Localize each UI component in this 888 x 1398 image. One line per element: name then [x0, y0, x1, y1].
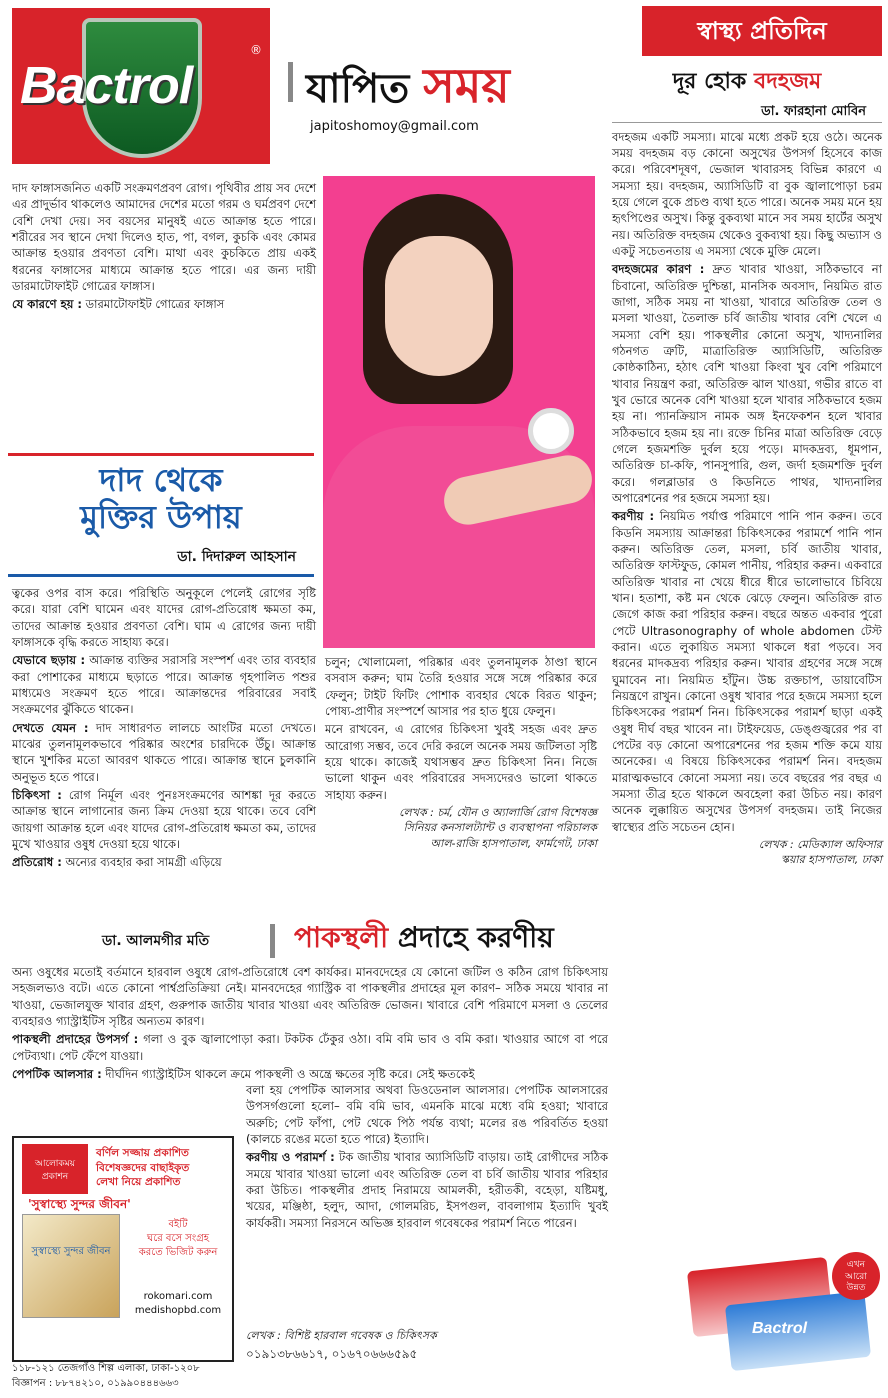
prevent-lead: প্রতিরোধ :: [12, 855, 62, 870]
article1-p1: ত্বকের ওপর বাস করে। পরিস্থিতি অনুকূলে পেলেই রোগের সৃষ্টি করে। যারা বেশি ঘামেন এবং যাদের রোগ-প্রতিরোধ ক্ষমতা কম, তাদের আক্রান্ত হওয়ার প্রবণতা বেশি। ঘাম এ রোগের জন্য দায়ী ফাঙ্গাসকে বৃদ্ধি করতে সাহায্য করে।: [12, 586, 316, 649]
masthead-title-b: সময়: [423, 58, 510, 114]
article2-todo: [246, 1149, 608, 1231]
badge-line3: উন্নত: [846, 1283, 866, 1294]
publisher-logo: আলোকময় প্রকাশন: [22, 1144, 88, 1194]
article2-title: [294, 918, 554, 958]
look-lead: দেখতে যেমন :: [12, 720, 89, 735]
ulcer-lead: পেপটিক আলসার :: [12, 1066, 102, 1081]
book-ad-r3: করতে ভিজিট করুন: [138, 1247, 218, 1258]
book-ad-line3: লেখা নিয়ে প্রকাশিত: [96, 1176, 181, 1189]
right-credit2: স্কয়ার হাসপাতাল, ঢাকা: [781, 853, 882, 867]
masthead-divider: [288, 62, 293, 102]
masthead: [288, 52, 598, 142]
sym-lead: পাকস্থলী প্রদাহের উপসর্গ :: [12, 1032, 139, 1047]
right-credit1: লেখক : মেডিক্যাল অফিসার: [758, 837, 882, 851]
article1-title-line1: দাদ থেকে: [99, 461, 223, 499]
photo-face: [385, 236, 493, 376]
article-photo: [323, 176, 595, 648]
improved-badge: [832, 1252, 880, 1300]
article1-col2: [325, 654, 597, 851]
article2-divider: [270, 924, 275, 958]
masthead-title-a: যাপিত: [306, 66, 424, 112]
right-p3-lead: করণীয় :: [612, 509, 655, 524]
section-banner: স্বাস্থ্য প্রতিদিন: [642, 6, 882, 56]
article1-author: ডা. দিদারুল আহসান: [177, 549, 296, 565]
product-ad: [690, 1252, 882, 1372]
article1-title-line2: মুক্তির উপায়: [80, 497, 242, 536]
right-p2-lead: বদহজমের কারণ :: [612, 262, 705, 277]
article1-credit2: সিনিয়র কনসালট্যান্ট ও ব্যবস্থাপনা পরিচালক: [403, 821, 597, 835]
article1-body: [12, 585, 316, 873]
cause-lead: যে কারণে হয় :: [12, 297, 82, 312]
right-column: [612, 6, 882, 868]
article1-col2-p1: চলুন; খোলামেলা, পরিষ্কার এবং তুলনামূলক ঠাণ্ডা স্থানে বসবাস করুন; ঘাম তৈরি হওয়ার সঙ্গে সঙ্গে পরিষ্কার করে ফেলুন; টাইট ফিটিং পোশাক ব্যবহার থেকে বিরত থাকুন; পোষ্য-প্রাণীর সংস্পর্শে আসার পর হাত ধুয়ে ফেলুন।: [325, 655, 597, 718]
right-p3-text: নিয়মিত পর্যাপ্ত পরিমাণে পানি পান করুন। তবে কিডনি সমস্যায় আক্রান্তরা চিকিৎসকের পরামর্শে পানি পান করুন। অতিরিক্ত তেল, মসলা, চর্বি জাতীয় খাবার, অতিরিক্ত ফাস্টফুড, কোমল পানীয়, পরিহার করুন। একবারে অতিরিক্ত খাবার না খেয়ে ধীরে ধীরে ভালোভাবে চিবিয়ে খান। হতাশা, কষ্ট মন থেকে ঝেড়ে ফেলুন। অতিরিক্ত রাত জেগে কাজ করা পরিহার করুন। বছরে অন্তত একবার পুরো পেটে Ultrasonography of whole abdomen টেস্ট করান। এতে লুকায়িত সমস্যা থাকলে ধরা পড়বে। সব ধরনের মাদকদ্রব্য পরিহার করুন। খাবার গ্রহণের সঙ্গে সঙ্গে ঘুমাবেন না। নিয়মিত হাঁটুন। উচ্চ রক্তচাপ, ডায়াবেটিস নিয়ন্ত্রণে রাখুন। কোনো ওষুধ খাবার পরে হজমে সমস্যা হলে চিকিৎসকের পরামর্শ নিন। চিকিৎসকের পরামর্শ ছাড়া একই ওষুধ দীর্ঘ বছর খাবেন না। টাইফয়েড, ডেঙ্গুজ্বরের পর বা পেটের বড় কোনো অপারেশনের পর হজম শক্তি কমে যায় অনেকের। এ বিষয়ে চিকিৎসকের পরামর্শ নিন। বদহজম মারাত্মকভাবে কোনো সমস্যা নয়। তবে বছরের পর বছর এ সমস্যা তীব্র হতে থাকলে অবহেলা করা উচিত নয়। কারণ অনেক লুক্কায়িত অসুখের উপসর্গ বদহজম। তাই নিজের স্বাস্থ্যের প্রতি সচেতন হোন।: [612, 509, 882, 834]
article2-sym: [12, 1031, 608, 1064]
article1-credit3: আল-রাজি হাসপাতাল, ফার্মগেট, ঢাকা: [430, 836, 597, 850]
ulcer-text-a: দীর্ঘদিন গ্যাস্ট্রাইটিস থাকলে ক্রমে পাকস্থলী ও অন্ত্রে ক্ষতের সৃষ্টি করে। সেই ক্ষতকেই: [101, 1066, 475, 1081]
article1-credit: [325, 805, 597, 851]
masthead-title: [306, 52, 510, 120]
book-ad: [12, 1136, 234, 1362]
ulcer-text-b: বলা হয় পেপটিক আলসার অথবা ডিওডেনাল আলসার। পেপটিক আলসারের উপসর্গগুলো হলো– বমি বমি ভাব, এমনকি মাঝে মধ্যে বমি হওয়া; খাবারে অরুচি; পেট ফাঁপা, পেট থেকে পিঠ পর্যন্ত ব্যথা; মলের রঙ পরিবর্তিত হওয়া (কালচে রঙের মতো হতে পারে) ইত্যাদি।: [246, 1083, 608, 1146]
article1-title: [8, 462, 314, 536]
sym-text: গলা ও বুক জ্বালাপোড়া করা। টকটক ঢেঁকুর ওঠা। বমি বমি ভাব ও বমি করা। খাওয়ার আগে বা পরে পেটব্যথা। পেট ফেঁপে যাওয়া।: [12, 1032, 608, 1063]
article1-cause: [12, 296, 316, 312]
article1-col2-p2: মনে রাখবেন, এ রোগের চিকিৎসা খুবই সহজ এবং দ্রুত আরোগ্য সম্ভব, তবে দেরি করলে অনেক সময় জটিলতা সৃষ্টি হয়ে থাকে। কাজেই যথাসম্ভব দ্রুত চিকিৎসা নিন। নিজে ভালো থাকুন এবং পরিবারের সদস্যদেরও ভালো থাকতে সাহায্য করুন।: [325, 722, 597, 802]
watch-icon: [528, 408, 574, 454]
article1-prevent: [12, 854, 316, 870]
book-title: 'সুস্বাস্থ্যে সুন্দর জীবন': [28, 1197, 131, 1211]
right-p2-text: দ্রুত খাবার খাওয়া, সঠিকভাবে না চিবানো, অতিরিক্ত দুশ্চিন্তা, মানসিক অবসাদ, নিয়মিত রাত জাগা, সঠিক সময় না খাওয়া, খাবারে অতিরিক্ত তেল ও মসলা খাওয়া, তৈলাক্ত চর্বি জাতীয় খাবার বেশি খেলে এ সমস্যা বেশি হয়। পাকস্থলীর কোনো অসুখ, খাদ্যনালির গঠনগত ত্রুটি, মাত্রাতিরিক্ত অ্যাসিডিটি, অতিরিক্ত কোষ্ঠকাঠিন্য, হঠাৎ বেশি খাওয়া কিংবা খুব বেশি পরিমাণে খাবার নিয়ন্ত্রণ করা, অতিরিক্ত ঝাল খাওয়া, গভীর রাতে বা খুব ভোরে অনেক বেশি খাওয়া হলে খাবার সঠিকভাবে হজম হয় না। প্যানক্রিয়াস নামক অঙ্গ ইনফেকশন হলে খাবার সঠিকভাবে হজম হয় না। রক্তে চিনির মাত্রা অতিরিক্ত বেড়ে গেলে হজমশক্তি দুর্বল হয়ে পড়ে। মাদকদ্রব্য, ধূমপান, অতিরিক্ত চা-কফি, পানসুপারি, গুল, জর্দা হজমশক্তি দুর্বল করে। গলব্লাডার ও কিডনিতে পাথর, খাদ্যনালির অপারেশনের পর হজমে সমস্যা হয়।: [612, 262, 882, 505]
pack-brand: Bactrol: [752, 1320, 808, 1337]
right-title-b: বদহজম: [753, 69, 822, 95]
right-p1: বদহজম একটি সমস্যা। মাঝে মধ্যে প্রকট হয়ে ওঠে। অনেক সময় বদহজম বড় কোনো অসুখের উপসর্গ হিসেবে কাজ করে। পরিবেশদূষণ, ভেজাল খাবারসহ বিভিন্ন কারণে এ সমস্যা হয়। বদহজম, অ্যাসিডিটি বা বুক জ্বালাপোড়া চরম হয়ে গেলে বুকে প্রচণ্ড ব্যথা হতে পারে। অনেক সময় মনে হয় হৃৎপিণ্ডের অসুখ। কিন্তু বুকব্যথা মানে সব সময় হার্টের অসুখ নয়। অতিরিক্ত বদহজম থেকেও বুকব্যথা হয়। কিছু অভ্যাস ও একটু সচেতনতায় এ সমস্যা থেকে মুক্তি মেলে।: [612, 129, 882, 259]
article2-title-a: পাকস্থলী: [294, 921, 398, 954]
right-p3: [612, 508, 882, 835]
todo-lead: করণীয় ও পরামর্শ :: [246, 1150, 335, 1165]
look-text: দাদ সাধারণত লালচে আংটির মতো দেখতে। মাঝের তুলনামূলকভাবে পরিষ্কার অংশের চারদিকে উঁচু। আক্রান্ত স্থানে খুশকির মতো আবরণ থাকতে পারে। আক্রান্ত স্থানে চুলকানি অনুভূত হতে পারে।: [12, 720, 316, 784]
masthead-email: japitoshomoy@gmail.com: [310, 119, 479, 134]
cause-text: ডারমাটোফাইট গোত্রের ফাঙ্গাস: [82, 297, 225, 312]
article1-spread: [12, 652, 316, 717]
article2-p1: অন্য ওষুধের মতোই বর্তমানে হারবাল ওষুধে রোগ-প্রতিরোধে বেশ কার্যকর। মানবদেহের যে কোনো জটিল ও কঠিন রোগ চিকিৎসায় সহজলভ্যও বটে। এতে কোনো পার্শ্বপ্রতিক্রিয়া নেই। মানবদেহের গ্যাস্ট্রিক বা পাকস্থলীর প্রদাহের মূল কারণ– সঠিক সময়ে খাবার না খাওয়া, ভেজালযুক্ত খাবার গ্রহণ, গুরুপাক জাতীয় খাবার খাওয়া এবং অতিরিক্ত ভোজন। খাবারে বেশি পরিমাণে মসলা ও তেলের ব্যবহারও গ্যাস্ট্রাইটিস সৃষ্টির অন্যতম কারণ।: [12, 965, 608, 1028]
article2-credit: লেখক : বিশিষ্ট হারবাল গবেষক ও চিকিৎসক: [246, 1329, 437, 1342]
todo-text: টক জাতীয় খাবার অ্যাসিডিটি বাড়ায়। তাই রোগীদের সঠিক সময়ে খাবার খাওয়া ভালো এবং অতিরিক্ত তেল বা চর্বি জাতীয় খাবার পরিহার করা উচিত। পাকস্থলীর প্রদাহ নিরাময়ে আমলকী, হরীতকী, বহেড়া, যষ্টিমধু, খয়ের, মঞ্জিষ্ঠা, হলুদ, আদা, গোলমরিচ, ইসপগুল, বাবলাগাম ইত্যাদি খুবই কার্যকরী। সমস্যা নিরসনে অভিজ্ঞ হারবাল গবেষকের পরামর্শ নিতে পারেন।: [246, 1150, 608, 1230]
book-cover: [22, 1214, 120, 1318]
prevent-text: অন্যের ব্যবহার করা সামগ্রী এড়িয়ে: [61, 855, 222, 870]
article1-credit1: লেখক : চর্ম, যৌন ও অ্যালার্জি রোগ বিশেষজ্ঞ: [399, 805, 597, 819]
book-ad-line1: বর্ণিল সজ্জায় প্রকাশিত: [96, 1147, 189, 1159]
book-ad-address: ১১৮-১২১ তেজগাঁও শিল্প এলাকা, ঢাকা-১২০৮: [12, 1363, 200, 1374]
article1-intro-text: দাদ ফাঙ্গাসজনিত একটি সংক্রমণপ্রবণ রোগ। পৃথিবীর প্রায় সব দেশে এর প্রাদুর্ভাব থাকলেও আমাদের দেশের মতো গরম ও ঘর্মপ্রবণ দেশে বেশি দেখা দেয়। সব বয়সের মানুষই এতে আক্রান্ত হতে পারে। শরীরের সব স্থানে দেখা দিলেও হাত, পা, বগল, কুচকি এবং কোমর আক্রান্ত হওয়ার প্রবণতা বেশি। মাথা এবং কুচকিতে প্রায় একই ধরনের ফাঙ্গাসের মাধ্যমে আক্রান্ত হতে পারে। এর জন্য দায়ী ডারমাটোফাইট গোত্রের ফাঙ্গাস।: [12, 181, 316, 293]
right-title-a: দূর হোক: [672, 69, 754, 95]
article1-intro: [12, 180, 316, 315]
book-ad-footer: [12, 1362, 234, 1391]
article2-phone: ০১৯১৩৮৬৬১৭, ০১৬৭০৬৬৬৫৯৫: [246, 1347, 418, 1361]
book-ad-lines: [96, 1146, 230, 1190]
book-cover-title: সুস্বাস্থ্যে সুন্দর জীবন: [31, 1246, 111, 1257]
article1-headline: [8, 453, 314, 577]
right-title: [612, 66, 882, 97]
article2-headline: [12, 918, 612, 962]
treat-text: রোগ নির্মূল এবং পুনঃসংক্রমণের আশঙ্কা দূর করতে আক্রান্ত স্থানে লাগানোর জন্য ক্রিম দেওয়া হয়ে থাকে। তবে বেশি জায়গা আক্রান্ত হলে এবং যাদের রোগ-প্রতিরোধ ক্ষমতা কম, তাদের মুখে খাওয়ার ওষুধ দেওয়া হয়ে থাকে।: [12, 787, 316, 851]
article2-ulcer: [12, 1066, 608, 1082]
right-author: ডা. ফারহানা মোবিন: [612, 103, 882, 122]
spread-lead: যেভাবে ছড়ায় :: [12, 653, 86, 668]
book-ad-order: [126, 1218, 230, 1260]
article2-body: [12, 964, 608, 1084]
book-ad-r2: ঘরে বসে সংগ্রহ: [147, 1233, 209, 1244]
spread-text: আক্রান্ত ব্যক্তির সরাসরি সংস্পর্শ এবং তার ব্যবহার করা পোশাকের মাধ্যমে ছড়াতে পারে। আক্রান্ত গৃহপালিত পশুর মাধ্যমেও সংক্রমণ হতে পারে। আক্রান্তদের পরিবারের সবাই সংক্রমণের ঝুঁকিতে থাকেন।: [12, 653, 316, 717]
book-ad-websites: [126, 1290, 230, 1318]
book-ad-phone: বিজ্ঞাপন : ৮৮৭৪২১০, ০১৯৯০৪৪৪৬৬৩: [12, 1377, 179, 1389]
badge-line1: এখন: [846, 1260, 866, 1270]
article2-title-b: প্রদাহে করণীয়: [397, 921, 554, 954]
bactrol-brand: Bactrol: [20, 57, 193, 115]
article2-author: ডা. আলমগীর মতি: [102, 933, 210, 949]
article1-look: [12, 720, 316, 785]
right-credit: [612, 837, 882, 868]
article1-treat: [12, 787, 316, 852]
badge-line2: আরো: [845, 1271, 867, 1282]
website-medishop[interactable]: medishopbd.com: [134, 1305, 222, 1317]
bactrol-ad: [10, 6, 272, 166]
website-rokomari[interactable]: rokomari.com: [143, 1291, 213, 1302]
book-ad-r1: বইটি: [168, 1219, 188, 1230]
book-ad-line2: বিশেষজ্ঞদের বাছাইকৃত: [96, 1161, 190, 1174]
treat-lead: চিকিৎসা :: [12, 787, 62, 802]
registered-mark: ®: [250, 43, 262, 57]
right-p2: [612, 261, 882, 506]
article2-col2: [246, 1082, 608, 1233]
